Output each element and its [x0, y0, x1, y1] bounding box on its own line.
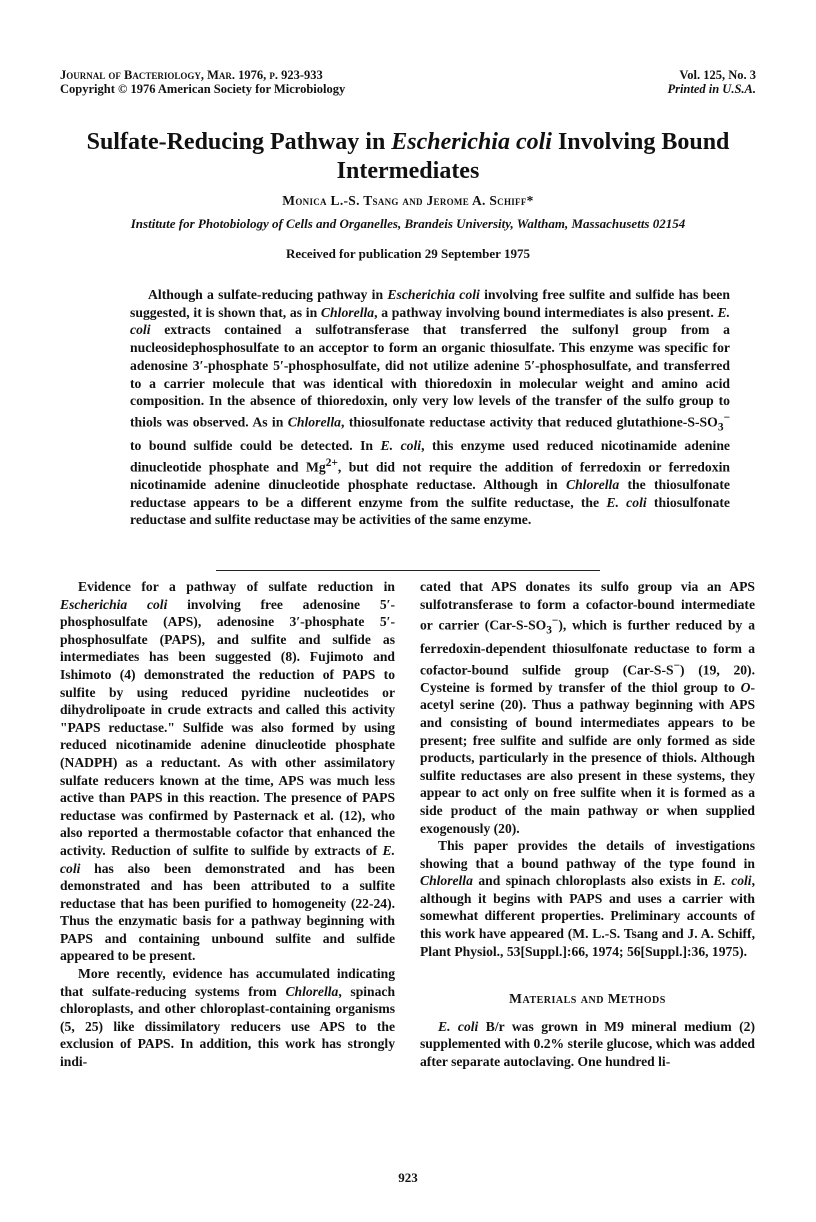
body-text: ) (19, 20). Cysteine is formed by transfer of the thiol group to: [420, 662, 755, 695]
received-date: Received for publication 29 September 1975: [286, 246, 530, 261]
abstract-text: , a pathway involving bound intermediates is also present.: [374, 304, 718, 320]
right-column: [420, 578, 755, 1071]
abstract-italic: E. coli: [606, 494, 647, 510]
printed-in: Printed in U.S.A.: [667, 82, 756, 96]
abstract-text: Although a sulfate-reducing pathway in: [148, 287, 388, 302]
body-text: This paper provides the details of investigations showing that a bound pathway of the type found in: [420, 838, 755, 871]
section-heading: Materials and Methods: [509, 991, 666, 1007]
volume-info: [580, 68, 756, 96]
body-italic: E. coli: [60, 842, 395, 876]
abstract-text: extracts contained a sulfotransferase that transferred the sulfonyl group from a nucleosidephosphosulfate to an acceptor to form an organic thiosulfate. This enzyme was specific for adenosine 3′-phosphate 5′-phosphosulfate, did not utilize adenine 5′-phosphosulfate, and transferred to a carrier molecule that was identical with thioredoxin in molecular weight and amino acid composition. In the absence of thioredoxin, only very low levels of the transfer of the sulfo group to thiols was observed. As in: [130, 322, 730, 430]
page-number: 923: [398, 1170, 418, 1185]
copyright-line: Copyright © 1976 American Society for Microbiology: [60, 82, 346, 96]
abstract-text: , thiosulfonate reductase activity that reduced glutathione-S-SO: [341, 414, 718, 430]
body-text: Evidence for a pathway of sulfate reduction in: [78, 579, 395, 594]
body-text: and spinach chloroplasts also exists in: [472, 873, 714, 889]
superscript: 2+: [325, 456, 338, 469]
superscript: −: [723, 411, 731, 424]
subscript: 3: [717, 421, 724, 434]
abstract-text: to bound sulfide could be detected. In: [130, 437, 381, 453]
abstract-text: involving free sulfite and sulfide has been suggested, it is shown that, as in: [130, 287, 730, 320]
abstract-italic: E. coli: [380, 437, 422, 453]
abstract-text: thiosulfonate reductase and sulfite reductase may be activities of the same enzyme.: [130, 494, 730, 528]
journal-citation: [60, 68, 530, 96]
body-italic: Chlorella: [285, 983, 339, 999]
intro-paragraph-2: [60, 965, 395, 1071]
body-text: has also been demonstrated and has been demonstrated and has been attributed to a sulfite reductase that has been purified to homogeneity (22-24). Thus the enzymatic basis for a pathway beginning with PAPS and containing unbound sulfite and sulfide appeared to be present.: [60, 860, 395, 964]
abstract-divider: [216, 570, 600, 571]
article-title: [40, 128, 776, 186]
superscript: −: [551, 615, 559, 628]
left-column: [60, 578, 395, 1071]
subscript: 3: [546, 624, 552, 637]
body-text: More recently, evidence has accumulated indicating that sulfate-reducing systems from: [60, 966, 395, 999]
body-italic: E. coli: [438, 1018, 479, 1034]
volume-number: Vol. 125, No. 3: [679, 68, 756, 82]
abstract-text: , this enzyme used reduced nicotinamide adenine dinucleotide phosphate and Mg: [130, 437, 731, 475]
intro-paragraph-continued: [420, 578, 755, 837]
body-text: B/r was grown in M9 mineral medium (2) supplemented with 0.2% sterile glucose, which was added after separate autoclaving. One hundred li-: [420, 1018, 755, 1070]
journal-line: Journal of Bacteriology, Mar. 1976, p. 923-933: [60, 68, 323, 82]
abstract-text: the thiosulfonate reductase appears to be a different enzyme from the sulfite reductase, the: [130, 476, 731, 510]
institution: Institute for Photobiology of Cells and Organelles, Brandeis University, Waltham, Massachusetts 02154: [130, 216, 686, 231]
abstract-italic: Chlorella: [565, 476, 620, 492]
abstract-italic: Escherichia coli: [387, 287, 480, 302]
body-italic: Escherichia coli: [60, 596, 168, 612]
body-italic: Chlorella: [420, 873, 473, 889]
title-part-1: Sulfate-Reducing Pathway in: [86, 129, 392, 155]
abstract-italic: Chlorella: [287, 414, 341, 430]
authors: Monica L.-S. Tsang and Jerome A. Schiff*: [282, 193, 534, 208]
superscript: −: [673, 659, 681, 672]
abstract: [130, 286, 730, 529]
body-text: , although it begins with PAPS and uses a carrier with somewhat different properties. Preliminary accounts of this work have appeared (M. L.-S. Tsang and J. A. Schiff, Plant Physiol., 53[Suppl.]:66, 1974; 56[Suppl.]:36, 1975).: [420, 873, 755, 959]
abstract-italic: Chlorella: [320, 304, 375, 320]
body-text: -acetyl serine (20). Thus a pathway beginning with APS and consisting of bound intermediates appears to be present; free sulfite and sulfide are only formed as side products, particularly in the presence of thiols. Although sulfite reductases are also present in these systems, they appear to act only on free sulfite when it is formed as a side product of the main pathway or when supplied exogenously (20).: [420, 679, 755, 836]
methods-paragraph-1: [420, 1018, 755, 1071]
title-part-2: Involving Bound Intermediates: [336, 129, 730, 184]
intro-paragraph-3: [420, 837, 755, 960]
body-text: , spinach chloroplasts, and other chloroplast-containing organisms (5, 25) like dissimilatory reducers use APS to the exclusion of PAPS. In addition, this work has strongly indi-: [60, 983, 396, 1070]
abstract-text: , but did not require the addition of ferredoxin or ferredoxin nicotinamide adenine dinucleotide phosphate reductase. Although in: [130, 459, 730, 492]
title-organism: Escherichia coli: [391, 129, 552, 155]
body-text: involving free adenosine 5′-phosphosulfate (APS), adenosine 3′-phosphate 5′-phosphosulfate (PAPS), and sulfite and sulfide as intermediates has been suggested (8). Fujimoto and Ishimoto (4) demonstrated the reduction of PAPS to sulfite by using reduced pyridine nucleotides or dihydrolipoate in crude extracts and called this activity "PAPS reductase." Sulfide was also formed by using reduced nicotinamide adenine dinucleotide phosphate (NADPH) as a reductant. As with other assimilatory sulfate reducers known at the time, APS was much less active than PAPS in this reaction. The presence of PAPS reductase was confirmed by Pasternack et al. (12), who also reported a thermostable cofactor that enhanced the activity. Reduction of sulfite to sulfide by extracts of: [60, 596, 395, 858]
abstract-italic: E. coli: [130, 304, 730, 338]
body-text: cated that APS donates its sulfo group via an APS sulfotransferase to form a cofactor-bound intermediate or carrier (Car-S-SO: [420, 579, 755, 633]
body-italic: O: [740, 679, 751, 695]
intro-paragraph-1: [60, 578, 395, 965]
body-text: ), which is further reduced by a ferredoxin-dependent thiosulfonate reductase to form a cofactor-bound sulfide group (Car-S-S: [420, 617, 755, 678]
body-italic: E. coli: [713, 873, 752, 889]
